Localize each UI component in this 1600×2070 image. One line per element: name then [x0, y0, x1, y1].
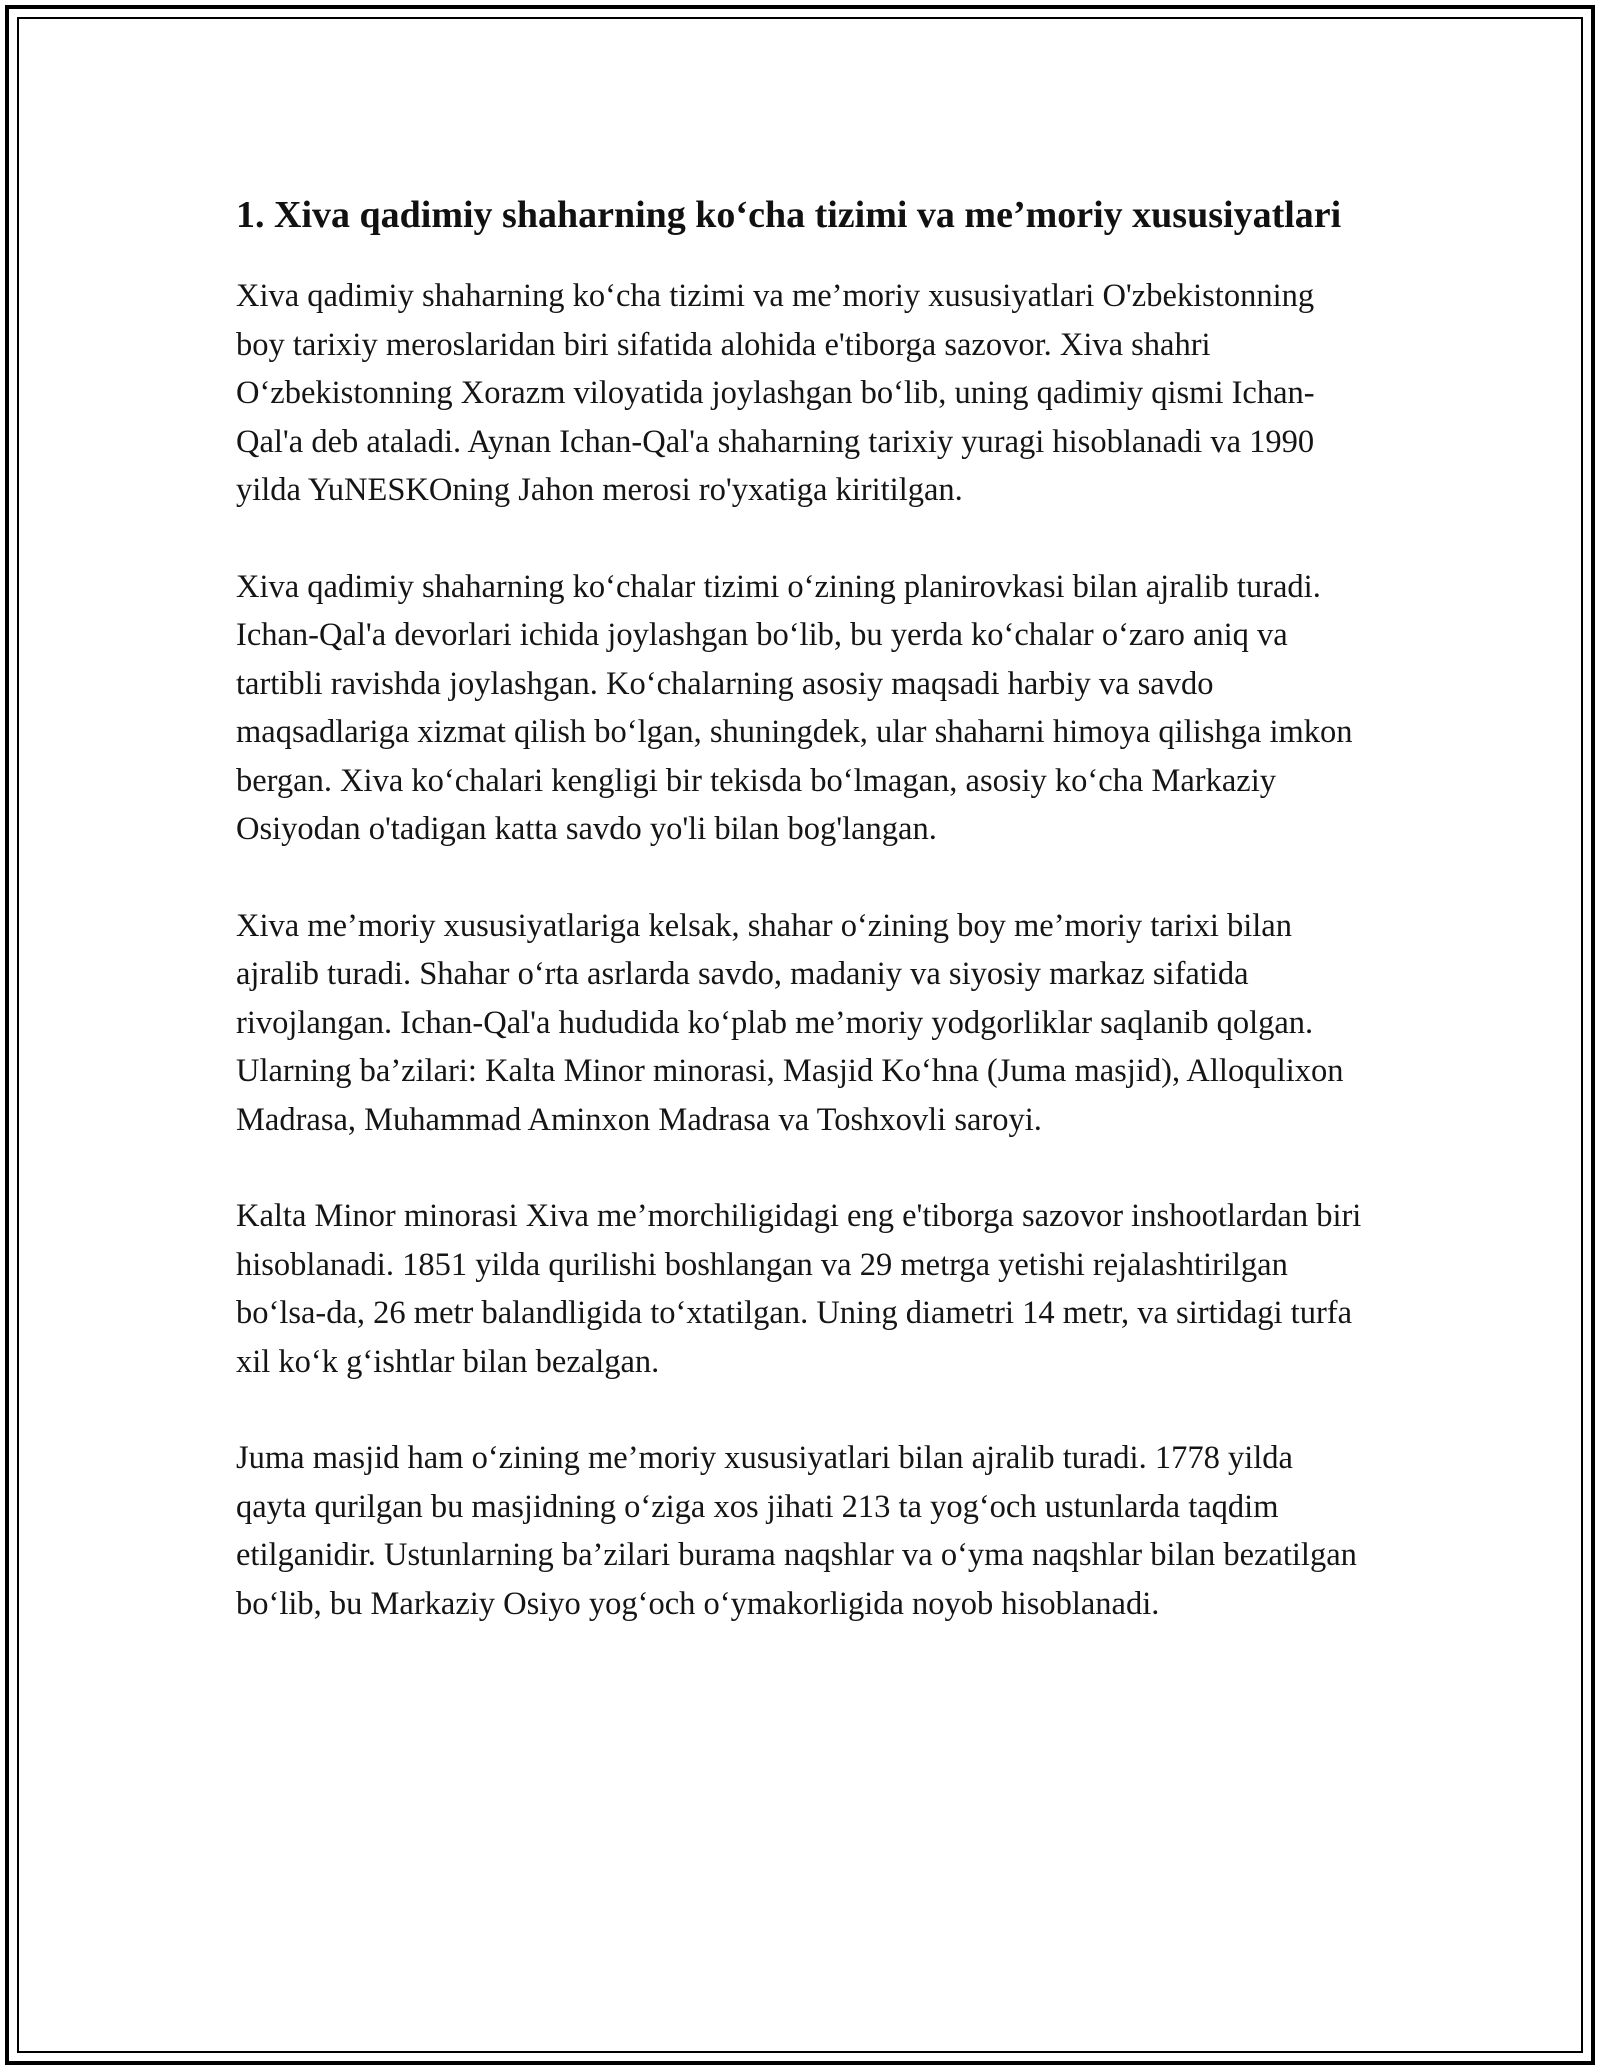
paragraph-street-system: Xiva qadimiy shaharning ko‘chalar tizimi o‘zining planirovkasi bilan ajralib turadi. Ichan-Qal'a devorlari ichida joylashgan bo‘lib, bu yerda ko‘chalar o‘zaro aniq va tartibli ravishda joylashgan. Ko‘chalarning asosiy maqsadi harbiy va savdo maqsadlariga xizmat qilish bo‘lgan, shuningdek, ular shaharni himoya qilishga imkon bergan. Xiva ko‘chalari kengligi bir tekisda bo‘lmagan, asosiy ko‘cha Markaziy Osiyodan o'tadigan katta savdo yo'li bilan bog'langan.	[236, 568, 1353, 847]
section-heading: 1. Xiva qadimiy shaharning ko‘cha tizimi va me’moriy xususiyatlari	[236, 194, 1342, 236]
paragraph-juma-mosque: Juma masjid ham o‘zining me’moriy xususiyatlari bilan ajralib turadi. 1778 yilda qayta qurilgan bu masjidning o‘ziga xos jihati 213 ta yog‘och ustunlarda taqdim etilganidir. Ustunlarning ba’zilari burama naqshlar va o‘yma naqshlar bilan bezatilgan bo‘lib, bu Markaziy Osiyo yog‘och o‘ymakorligida noyob hisoblanadi.	[236, 1440, 1357, 1622]
paragraph-kalta-minor: Kalta Minor minorasi Xiva me’morchiligidagi eng e'tiborga sazovor inshootlardan biri hisoblanadi. 1851 yilda qurilishi boshlangan va 29 metrga yetishi rejalashtirilgan bo‘lsa-da, 26 metr balandligida to‘xtatilgan. Uning diametri 14 metr, va sirtidagi turfa xil ko‘k g‘ishtlar bilan bezalgan.	[236, 1198, 1362, 1380]
document-body	[236, 188, 1366, 1628]
paragraph-architecture: Xiva me’moriy xususiyatlariga kelsak, shahar o‘zining boy me’moriy tarixi bilan ajralib turadi. Shahar o‘rta asrlarda savdo, madaniy va siyosiy markaz sifatida rivojlangan. Ichan-Qal'a hududida ko‘plab me’moriy yodgorliklar saqlanib qolgan. Ularning ba’zilari: Kalta Minor minorasi, Masjid Ko‘hna (Juma masjid), Alloqulixon Madrasa, Muhammad Aminxon Madrasa va Toshxovli saroyi.	[236, 907, 1344, 1138]
paragraph-intro: Xiva qadimiy shaharning ko‘cha tizimi va me’moriy xususiyatlari O'zbekistonning boy tarixiy meroslaridan biri sifatida alohida e'tiborga sazovor. Xiva shahri O‘zbekistonning Xorazm viloyatida joylashgan bo‘lib, uning qadimiy qismi Ichan-Qal'a deb ataladi. Aynan Ichan-Qal'a shaharning tarixiy yuragi hisoblanadi va 1990 yilda YuNESKOning Jahon merosi ro'yxatiga kiritilgan.	[236, 278, 1315, 508]
